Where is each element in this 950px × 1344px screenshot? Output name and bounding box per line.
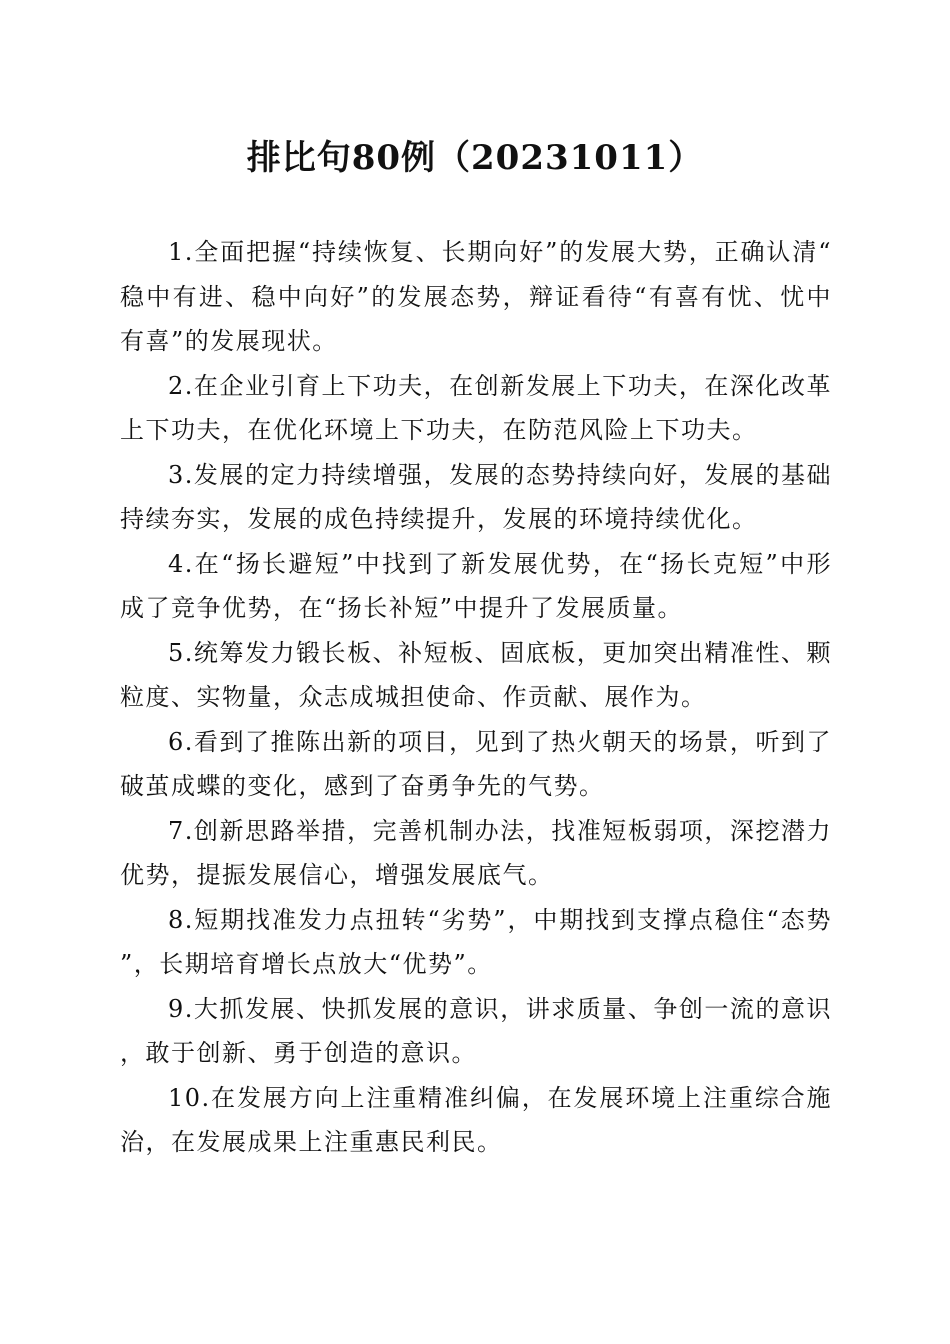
paragraph-8: 8.短期找准发力点扭转“劣势”，中期找到支撑点稳住“态势”，长期培育增长点放大“优势”。: [120, 905, 832, 978]
paragraph-3: 3.发展的定力持续增强，发展的态势持续向好，发展的基础持续夯实，发展的成色持续提升，发展的环境持续优化。: [120, 460, 832, 533]
paragraph-10: 10.在发展方向上注重精准纠偏，在发展环境上注重综合施治，在发展成果上注重惠民利民。: [120, 1083, 832, 1156]
document-body: [120, 230, 832, 1165]
document-title: 排比句80例（20231011）: [246, 138, 704, 178]
paragraph-9: 9.大抓发展、快抓发展的意识，讲求质量、争创一流的意识，敢于创新、勇于创造的意识。: [120, 994, 832, 1067]
paragraph-6: 6.看到了推陈出新的项目，见到了热火朝天的场景，听到了破茧成蝶的变化，感到了奋勇争先的气势。: [120, 727, 832, 800]
paragraph-4: 4.在“扬长避短”中找到了新发展优势，在“扬长克短”中形成了竞争优势，在“扬长补短”中提升了发展质量。: [120, 549, 832, 622]
paragraph-7: 7.创新思路举措，完善机制办法，找准短板弱项，深挖潜力优势，提振发展信心，增强发展底气。: [120, 816, 832, 889]
paragraph-2: 2.在企业引育上下功夫，在创新发展上下功夫，在深化改革上下功夫，在优化环境上下功夫，在防范风险上下功夫。: [120, 371, 832, 444]
paragraph-5: 5.统筹发力锻长板、补短板、固底板，更加突出精准性、颗粒度、实物量，众志成城担使命、作贡献、展作为。: [120, 638, 832, 711]
paragraph-1: 1.全面把握“持续恢复、长期向好”的发展大势，正确认清“稳中有进、稳中向好”的发展态势，辩证看待“有喜有忧、忧中有喜”的发展现状。: [120, 238, 832, 355]
